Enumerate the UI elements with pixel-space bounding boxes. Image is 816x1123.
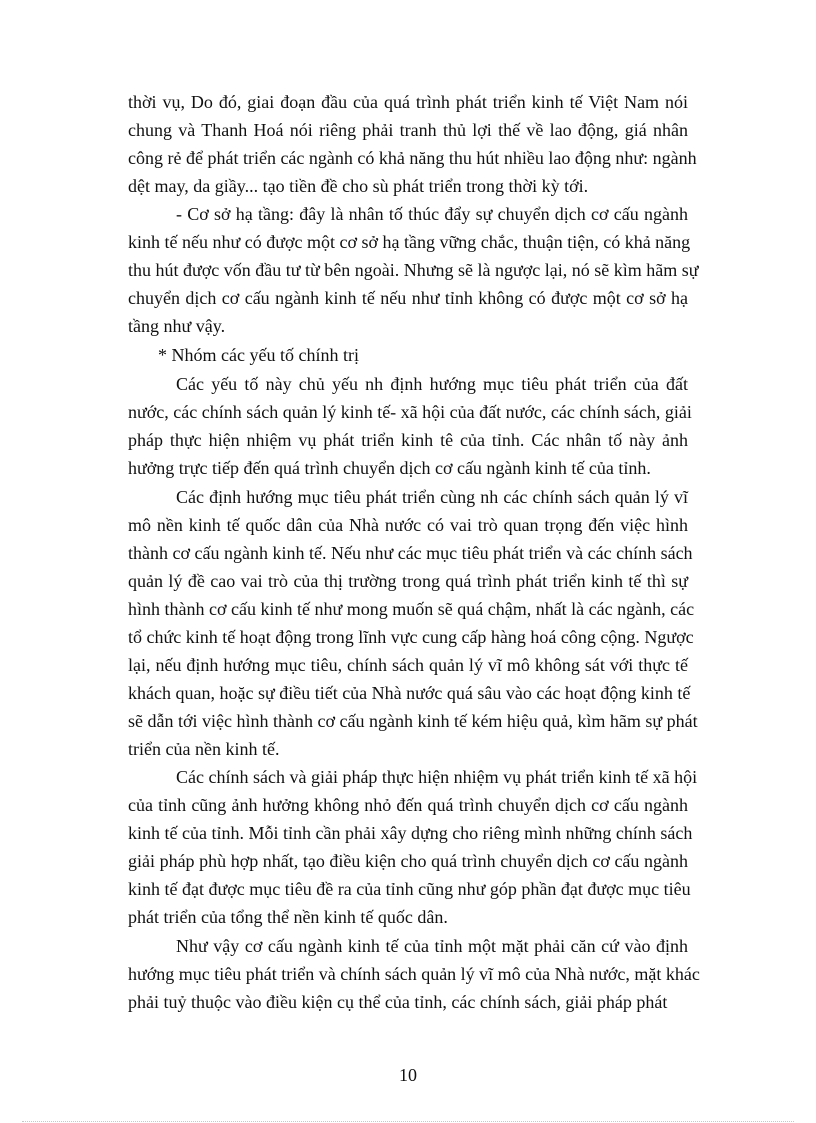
text-line: mô nền kinh tế quốc dân của Nhà nước có vai trò quan trọng đến việc hình bbox=[128, 515, 688, 535]
text-line: công rẻ để phát triển các ngành có khả năng thu hút nhiều lao động như: ngành bbox=[128, 148, 697, 168]
text-line: khách quan, hoặc sự điều tiết của Nhà nước quá sâu vào các hoạt động kinh tế bbox=[128, 683, 691, 703]
page-number: 10 bbox=[399, 1065, 417, 1085]
text-line: Các chính sách và giải pháp thực hiện nhiệm vụ phát triển kinh tế xã hội bbox=[176, 767, 698, 787]
text-line: kinh tế của tỉnh. Mỗi tỉnh cần phải xây dựng cho riêng mình những chính sách bbox=[128, 823, 693, 843]
text-line: pháp thực hiện nhiệm vụ phát triển kinh tê của tỉnh. Các nhân tố này ảnh bbox=[128, 430, 688, 450]
text-line: quản lý đề cao vai trò của thị trường trong quá trình phát triển kinh tế thì sự bbox=[128, 571, 688, 591]
text-line: lại, nếu định hướng mục tiêu, chính sách quản lý vĩ mô không sát với thực tế bbox=[128, 655, 688, 675]
text-line: kinh tế nếu như có được một cơ sở hạ tầng vững chắc, thuận tiện, có khả năng bbox=[128, 232, 691, 252]
text-line: phát triển của tổng thể nền kinh tế quốc dân. bbox=[128, 907, 448, 927]
text-line: thu hút được vốn đầu tư từ bên ngoài. Nhưng sẽ là ngược lại, nó sẽ kìm hãm sự bbox=[128, 260, 699, 280]
text-line: hình thành cơ cấu kinh tế như mong muốn sẽ quá chậm, nhất là các ngành, các bbox=[128, 599, 695, 619]
text-line: Các định hướng mục tiêu phát triển cùng nh các chính sách quản lý vĩ bbox=[176, 487, 688, 507]
text-line: tổ chức kinh tế hoạt động trong lĩnh vực cung cấp hàng hoá công cộng. Ngược bbox=[128, 627, 694, 647]
section-heading: * Nhóm các yếu tố chính trị bbox=[158, 345, 359, 365]
text-line: Như vậy cơ cấu ngành kinh tế của tỉnh một mặt phải căn cứ vào định bbox=[176, 936, 688, 956]
text-line: nước, các chính sách quản lý kinh tế- xã hội của đất nước, các chính sách, giải bbox=[128, 402, 692, 422]
text-line: sẽ dẫn tới việc hình thành cơ cấu ngành kinh tế kém hiệu quả, kìm hãm sự phát bbox=[128, 711, 698, 731]
text-line: triển của nền kinh tế. bbox=[128, 739, 280, 759]
text-line: tầng như vậy. bbox=[128, 316, 226, 336]
page-bottom-divider bbox=[22, 1121, 794, 1122]
text-line: chung và Thanh Hoá nói riêng phải tranh thủ lợi thế về lao động, giá nhân bbox=[128, 120, 688, 140]
text-line: phải tuỷ thuộc vào điều kiện cụ thể của tỉnh, các chính sách, giải pháp phát bbox=[128, 992, 668, 1012]
text-line: dệt may, da giầy... tạo tiền đề cho sù phát triển trong thời kỳ tới. bbox=[128, 176, 589, 196]
text-line: giải pháp phù hợp nhất, tạo điều kiện cho quá trình chuyển dịch cơ cấu ngành bbox=[128, 851, 688, 871]
text-line: Các yếu tố này chủ yếu nh định hướng mục tiêu phát triển của đất bbox=[176, 374, 688, 394]
text-line: của tỉnh cũng ảnh hưởng không nhỏ đến quá trình chuyển dịch cơ cấu ngành bbox=[128, 795, 688, 815]
text-line: thành cơ cấu ngành kinh tế. Nếu như các mục tiêu phát triển và các chính sách bbox=[128, 543, 693, 563]
text-line: chuyển dịch cơ cấu ngành kinh tế nếu như tỉnh không có được một cơ sở hạ bbox=[128, 288, 688, 308]
text-line: thời vụ, Do đó, giai đoạn đầu của quá trình phát triển kinh tế Việt Nam nói bbox=[128, 92, 688, 112]
text-line: hướng mục tiêu phát triển và chính sách quản lý vĩ mô của Nhà nước, mặt khác bbox=[128, 964, 700, 984]
text-line: kinh tế đạt được mục tiêu đề ra của tỉnh cũng như góp phần đạt được mục tiêu bbox=[128, 879, 691, 899]
text-line: - Cơ sở hạ tầng: đây là nhân tố thúc đẩy sự chuyển dịch cơ cấu ngành bbox=[176, 204, 688, 224]
text-line: hưởng trực tiếp đến quá trình chuyển dịch cơ cấu ngành kinh tế của tỉnh. bbox=[128, 458, 651, 478]
